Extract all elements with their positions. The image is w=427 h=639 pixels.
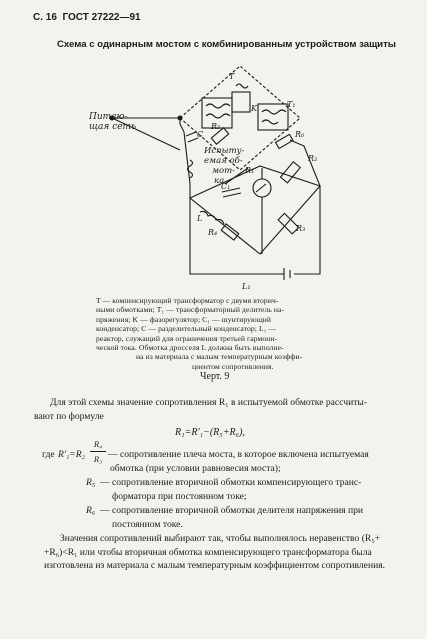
caption-line: на из материала с малым температурным коэффи- [136, 352, 303, 362]
definition-r6 [100, 504, 410, 531]
fraction-denominator: R₃ [93, 454, 103, 464]
definition-line: форматора при постоянном токе; [112, 490, 247, 502]
label-tested-line: емая об- [204, 156, 243, 166]
label-k: K [251, 104, 257, 113]
label-c: C [197, 130, 204, 139]
caption-line: реактор, служащий для ограничения третьей гармони- [96, 333, 278, 343]
definition-r1-prime [108, 448, 408, 462]
where-prefix: где [42, 449, 55, 460]
standard-number: ГОСТ 27222—91 [62, 12, 141, 23]
caption-line: ными обмотками; T₁ — трансформаторный делитель на- [96, 305, 285, 315]
definition-line: обмотка (при условии равновесия моста); [110, 463, 281, 474]
intro-paragraph [34, 396, 410, 423]
label-t1: T₁ [287, 100, 296, 109]
caption-line: циентом сопротивления. [192, 361, 274, 371]
label-t: T [229, 72, 235, 81]
label-r6: R₆ [295, 130, 305, 139]
definition-r1-prime-cont [110, 462, 410, 476]
fraction-bar [90, 451, 106, 452]
label-tested-line: мот- [212, 166, 236, 176]
resistor-r4 [221, 224, 239, 240]
label-r3: R₃ [296, 224, 306, 233]
resistor-r2 [281, 162, 301, 183]
phase-regulator-coil [236, 84, 248, 88]
definition-line: постоянном токе. [112, 518, 183, 530]
label-r4: R₄ [208, 228, 218, 237]
fraction-numerator: R₄ [93, 439, 103, 449]
where-lhs: R′₁=R₂ [58, 449, 85, 460]
caption-line: пряжения; K — фазорегулятор; C₁ — шунтирующий [96, 314, 272, 324]
phase-regulator-k [232, 92, 250, 112]
conclusion-paragraph [44, 532, 414, 573]
conclusion-line: +R₆)<R₁ или чтобы вторичная обмотка компенсирующего трансформатора была [44, 546, 372, 558]
definition-line: — сопротивление вторичной обмотки делителя напряжения при [100, 505, 364, 516]
figure-label: Черт. 9 [200, 371, 230, 382]
label-r1: R₁ [245, 166, 255, 175]
intro-line: вают по формуле [34, 410, 104, 422]
caption-line: ческой тока. Обмотка дросселя L должна быть выполне- [96, 343, 284, 353]
page-number: С. 16 [33, 12, 57, 23]
caption-line: конденсатор; C — разделительный конденсатор; L₁ — [96, 324, 277, 334]
label-r5: R₅ [211, 122, 221, 131]
label-supply-line: Питаю- [89, 112, 128, 122]
label-tested-line: Испыту- [204, 146, 245, 156]
transformer-t-winding [206, 104, 230, 118]
figure-title: Схема с одинарным мостом с комбинированным устройством защиты [57, 39, 396, 50]
label-r2: R₂ [308, 154, 318, 163]
label-supply [89, 112, 136, 132]
figure-caption [96, 296, 366, 371]
definition-line: — сопротивление плеча моста, в которое включена испытуемая [108, 449, 369, 460]
conclusion-line: Значения сопротивлений выбирают так, чтобы выполнялось неравенство (R₅+ [60, 533, 381, 544]
label-tested-line: ка [214, 176, 225, 186]
symbol-r5: R₅ [86, 477, 96, 488]
label-tested-winding [204, 146, 244, 186]
label-l: L [197, 214, 203, 223]
conclusion-line: изготовлена из материала с малым температурным коэффициентом сопротивления. [44, 560, 386, 571]
main-formula: R₁=R′₁−(R₅+R₆), [175, 427, 245, 438]
divider-t1-core [258, 104, 288, 130]
symbol-r6: R₆ [86, 505, 96, 516]
definition-line: — сопротивление вторичной обмотки компенсирующего транс- [100, 477, 362, 488]
caption-line: T — компенсирующий трансформатор с двумя вторич- [96, 296, 279, 305]
label-c1: C₁ [221, 182, 231, 191]
definition-r5 [100, 476, 410, 503]
galvanometer-needle [256, 184, 266, 192]
reactor-l1 [284, 268, 290, 280]
galvanometer [253, 179, 271, 197]
label-l1: L₁ [242, 282, 251, 291]
intro-line: Для этой схемы значение сопротивления R₁ в испытуемой обмотке рассчиты- [50, 397, 368, 408]
divider-t1-winding [262, 110, 286, 124]
label-supply-line: щая сеть [89, 122, 136, 132]
